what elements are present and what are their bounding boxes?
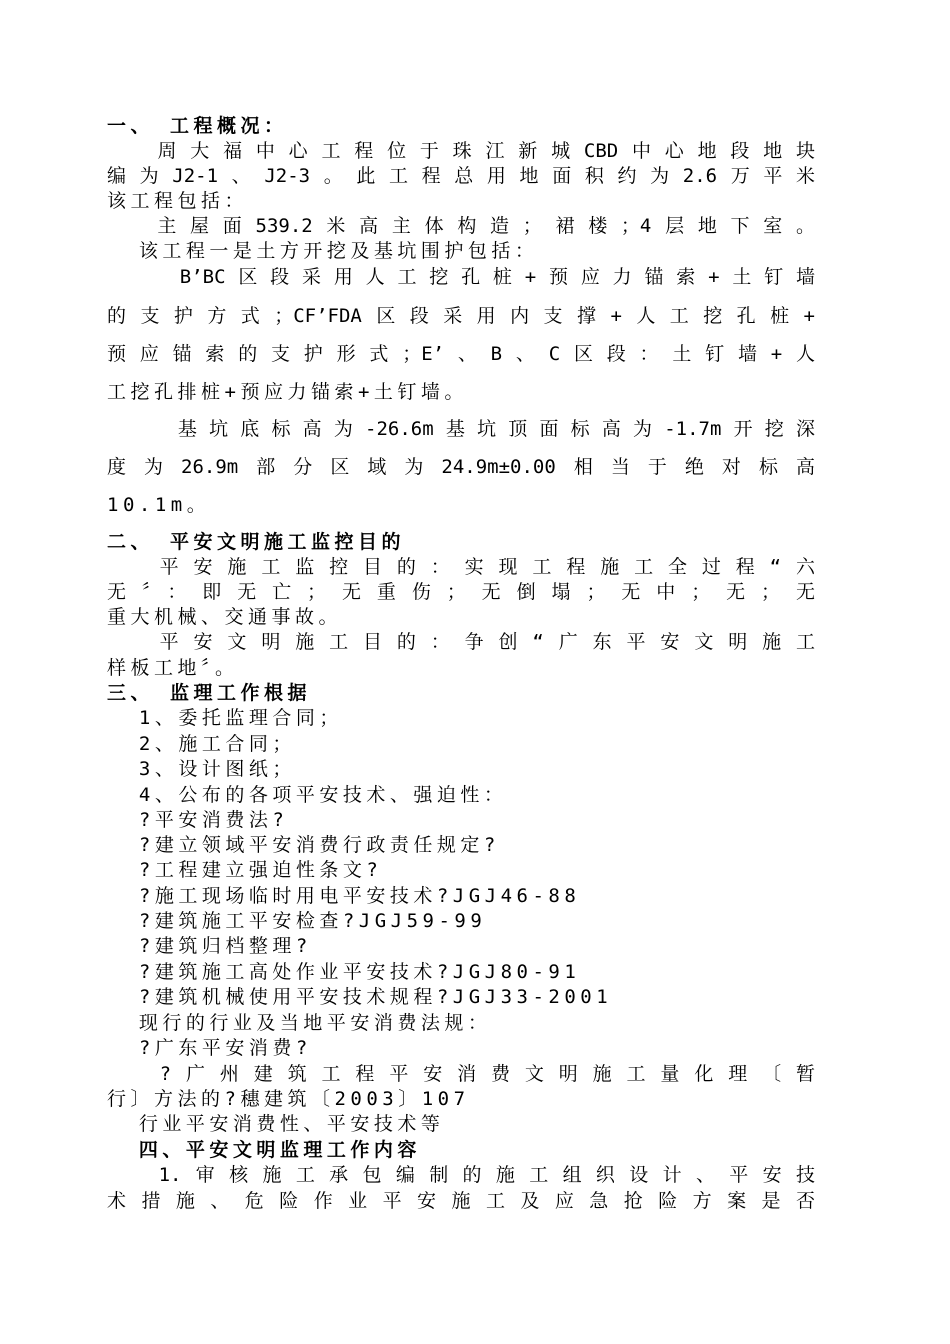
text-line: 该工程一是土方开挖及基坑围护包括： xyxy=(107,240,539,262)
text-line: 行〕方法的?穗建筑〔2003〕107 xyxy=(107,1088,470,1110)
text-line: 工挖孔排桩+预应力锚索+土钉墙。 xyxy=(107,381,468,403)
list-item: 2、施工合同； xyxy=(107,733,296,755)
list-item: 4、公布的各项平安技术、强迫性： xyxy=(107,784,508,806)
text-line: 样板工地〞。 xyxy=(107,657,239,679)
list-item: ?工程建立强迫性条文? xyxy=(107,859,383,881)
list-item: ?建筑施工高处作业平安技术?JGJ80-91 xyxy=(107,961,581,983)
list-item: 1、委托监理合同； xyxy=(107,707,343,729)
text-line: 重大机械、交通事故。 xyxy=(107,606,343,628)
list-item: ?建筑归档整理? xyxy=(107,935,312,957)
text-line: 的支护方式；CF’FDA区段采用内支撑+人工挖孔桩+ xyxy=(107,305,815,327)
text-line: 该工程包括： xyxy=(107,190,249,212)
text-line: 编为J2-1、J2-3。此工程总用地面积约为2.6万平米 xyxy=(107,165,815,187)
section-heading-2: 二、 平安文明施工监控目的 xyxy=(107,531,405,553)
text-line: 现行的行业及当地平安消费法规： xyxy=(107,1012,492,1034)
text-line: 预应锚索的支护形式；E’、B、C区段：土钉墙+人 xyxy=(107,343,815,365)
text-line: B’BC区段采用人工挖孔桩+预应力锚索+土钉墙 xyxy=(107,266,815,288)
text-line: 周大福中心工程位于珠江新城CBD中心地段地块 xyxy=(107,140,815,162)
text-line: 无〞：即无亡；无重伤；无倒塌；无中；无；无 xyxy=(107,581,815,603)
text-line: 平安施工监控目的：实现工程施工全过程“六 xyxy=(107,556,815,578)
list-item: ?平安消费法? xyxy=(107,809,289,831)
text-line: 10.1m。 xyxy=(107,494,211,516)
list-item: ?广州建筑工程平安消费文明施工量化理〔暂 xyxy=(107,1063,815,1085)
section-heading-4: 四、平安文明监理工作内容 xyxy=(107,1139,421,1161)
list-item: 3、设计图纸； xyxy=(107,758,296,780)
text-line: 主屋面539.2米高主体构造；裙楼；4层地下室。 xyxy=(107,215,815,237)
text-line: 1.审核施工承包编制的施工组织设计、平安技 xyxy=(107,1164,815,1186)
list-item: ?广东平安消费? xyxy=(107,1037,312,1059)
text-line: 行业平安消费性、平安技术等 xyxy=(107,1113,445,1135)
list-item: ?建筑机械使用平安技术规程?JGJ33-2001 xyxy=(107,986,613,1008)
list-item: ?建筑施工平安检查?JGJ59-99 xyxy=(107,910,487,932)
section-heading-3: 三、 监理工作根据 xyxy=(107,682,311,704)
text-line: 术措施、危险作业平安施工及应急抢险方案是否 xyxy=(107,1190,815,1212)
list-item: ?建立领域平安消费行政责任规定? xyxy=(107,834,500,856)
text-line: 基坑底标高为-26.6m基坑顶面标高为-1.7m开挖深 xyxy=(107,418,815,440)
list-item: ?施工现场临时用电平安技术?JGJ46-88 xyxy=(107,885,581,907)
section-heading-1: 一、 工程概况： xyxy=(107,115,288,137)
text-line: 度为26.9m部分区域为24.9m±0.00相当于绝对标高 xyxy=(107,456,815,478)
text-line: 平安文明施工目的：争创“广东平安文明施工 xyxy=(107,631,815,653)
